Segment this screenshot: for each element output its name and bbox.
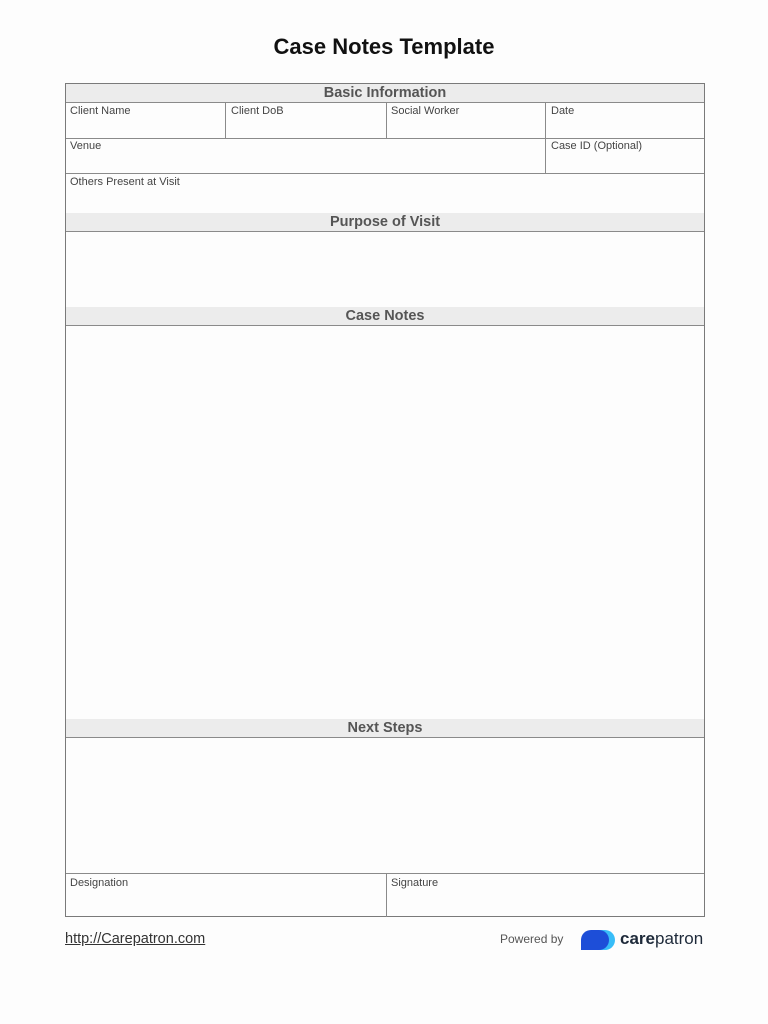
carepatron-brand-text (620, 929, 703, 949)
divider (66, 173, 704, 174)
social-worker-field[interactable]: Social Worker (391, 105, 460, 117)
divider (225, 103, 226, 138)
signature-field[interactable]: Signature (391, 877, 439, 889)
section-header-basic-information: Basic Information (66, 84, 704, 103)
case-notes-form (65, 83, 705, 917)
client-dob-field[interactable]: Client DoB (231, 105, 284, 117)
page-title: Case Notes Template (273, 34, 495, 59)
divider (66, 138, 704, 139)
purpose-of-visit-area[interactable] (66, 233, 704, 307)
divider (66, 873, 704, 874)
date-field[interactable]: Date (551, 105, 575, 117)
brand-rest: patron (654, 929, 704, 948)
venue-field[interactable]: Venue (70, 140, 102, 152)
divider (386, 873, 387, 917)
next-steps-area[interactable] (66, 739, 704, 873)
client-name-field[interactable]: Client Name (70, 105, 131, 117)
carepatron-logo (581, 927, 711, 953)
case-notes-area[interactable] (66, 327, 704, 719)
brand-bold: care (620, 929, 655, 948)
section-header-purpose-of-visit: Purpose of Visit (66, 213, 704, 232)
divider (386, 103, 387, 138)
carepatron-logo-icon (581, 928, 617, 952)
case-id-field[interactable]: Case ID (Optional) (551, 140, 643, 152)
others-present-field[interactable]: Others Present at Visit (70, 176, 180, 188)
carepatron-link[interactable]: http://Carepatron.com (65, 931, 206, 947)
powered-by-label: Powered by (500, 932, 564, 946)
section-header-next-steps: Next Steps (66, 719, 704, 738)
designation-field[interactable]: Designation (70, 877, 129, 889)
section-header-case-notes: Case Notes (66, 307, 704, 326)
